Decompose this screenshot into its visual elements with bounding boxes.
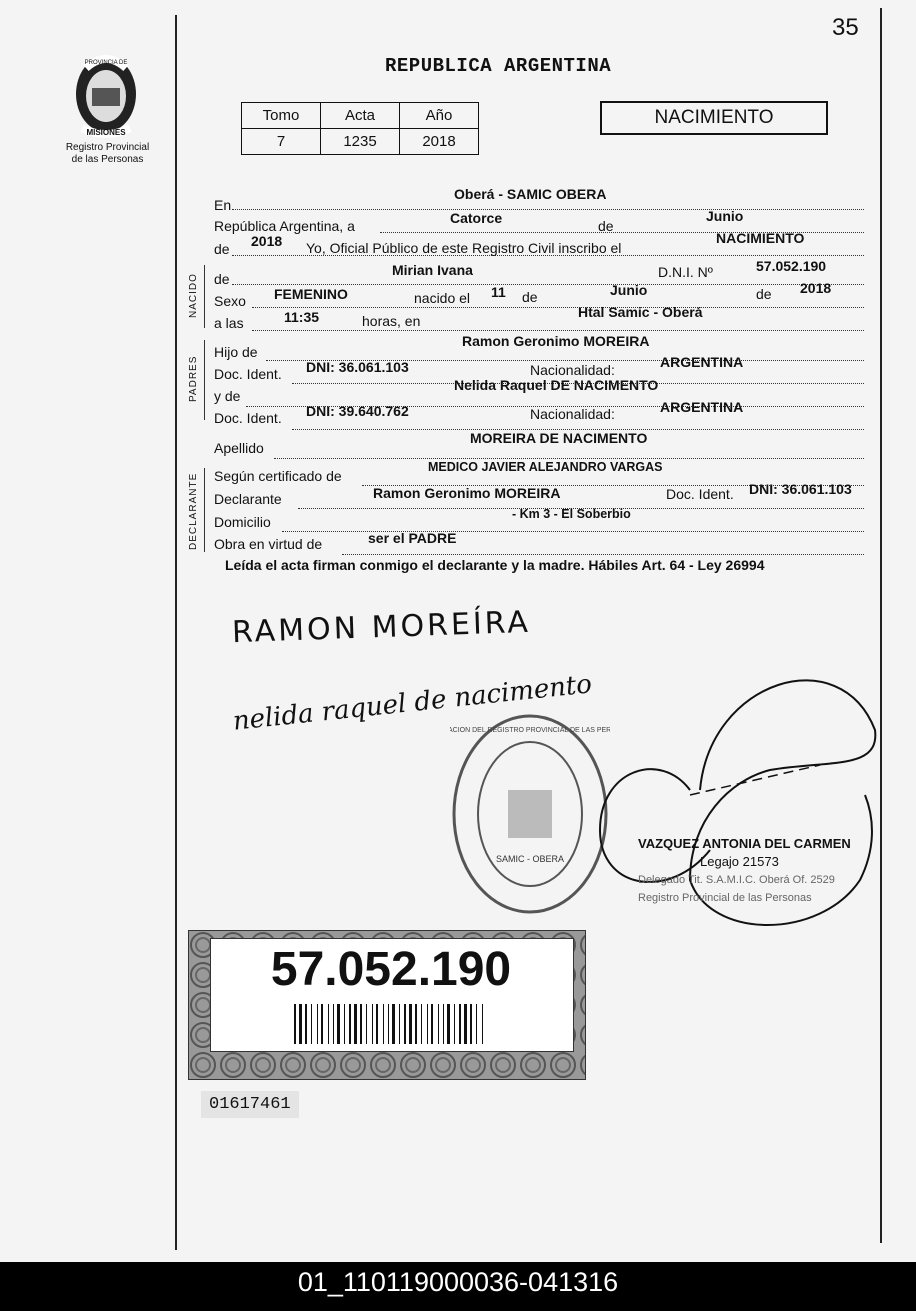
value-dni: 57.052.190 — [756, 258, 827, 274]
barcode-number: 57.052.190 — [270, 943, 512, 996]
line-hora — [252, 329, 864, 331]
stamp-inner-text: SAMIC - OBERA — [495, 854, 565, 864]
control-number: 01617461 — [201, 1091, 299, 1118]
value-hora: 11:35 — [284, 309, 320, 325]
value-anio: 2018 — [400, 129, 479, 155]
value-nac-anio: 2018 — [800, 280, 832, 296]
label-republica: República Argentina, a — [214, 218, 355, 234]
declarante-signature: RAMON MOREÍRA — [231, 604, 532, 651]
delegation-stamp — [450, 712, 610, 917]
section-label-nacido: NACIDO — [188, 273, 199, 318]
line-obra — [342, 553, 864, 555]
label-apellido: Apellido — [214, 440, 264, 456]
official-legajo: Legajo 21573 — [700, 854, 779, 869]
record-table — [241, 102, 479, 155]
value-nac-dia: 11 — [491, 284, 506, 300]
label-madre-nac: Nacionalidad: — [530, 406, 615, 422]
label-sexo: Sexo — [214, 293, 246, 309]
value-nacido-nombre: Mirian Ivana — [392, 262, 473, 278]
label-nacido-de: de — [214, 271, 230, 287]
closing-note: Leída el acta firman conmigo el declarante y la madre. Hábiles Art. 64 - Ley 26994 — [225, 557, 765, 573]
padres-bracket — [204, 340, 205, 420]
official-block — [638, 835, 858, 907]
value-padre-nombre: Ramon Geronimo MOREIRA — [462, 333, 650, 349]
line-en — [232, 208, 864, 210]
record-table-header-row — [242, 103, 479, 129]
declarante-bracket — [204, 468, 205, 552]
line-nacido-de — [232, 283, 864, 285]
value-padre-nac: ARGENTINA — [660, 354, 744, 370]
header-anio: Año — [400, 103, 479, 129]
section-label-declarante: DECLARANTE — [188, 472, 199, 550]
value-anio: 2018 — [251, 233, 283, 249]
document-title: REPUBLICA ARGENTINA — [385, 55, 612, 77]
value-domicilio: - Km 3 - El Soberbio — [512, 507, 631, 521]
line-apellido — [274, 457, 864, 459]
value-dia: Catorce — [450, 210, 503, 226]
label-y-de: y de — [214, 388, 241, 404]
official-registry: Registro Provincial de las Personas — [638, 892, 812, 904]
header-tomo: Tomo — [242, 103, 321, 129]
left-margin-line — [175, 15, 177, 1250]
value-madre-dni: DNI: 39.640.762 — [306, 403, 409, 419]
label-decl-doc: Doc. Ident. — [666, 486, 734, 502]
nacido-bracket — [204, 265, 205, 328]
value-sexo: FEMENINO — [274, 286, 348, 302]
section-label-padres: PADRES — [188, 355, 199, 402]
value-inscribo: NACIMIENTO — [716, 230, 805, 246]
org-line-2: de las Personas — [71, 154, 144, 165]
value-decl-doc: DNI: 36.061.103 — [749, 481, 852, 497]
label-de-mes: de — [598, 218, 614, 234]
value-lugar: Htal Samic - Oberá — [578, 304, 703, 320]
label-en: En — [214, 197, 232, 213]
page-number: 35 — [832, 14, 859, 41]
madre-signature: nelida raquel de nacimento — [231, 669, 594, 737]
value-padre-dni: DNI: 36.061.103 — [306, 359, 409, 375]
barcode-icon — [294, 1004, 490, 1044]
label-hijo-de: Hijo de — [214, 344, 258, 360]
value-acta: 1235 — [321, 129, 400, 155]
label-horas-en: horas, en — [362, 313, 421, 329]
value-nac-mes: Junio — [610, 282, 648, 298]
logo-bottom-text: MISIONES — [86, 128, 126, 137]
right-margin-line — [880, 8, 882, 1243]
org-name — [50, 142, 165, 166]
value-declarante: Ramon Geronimo MOREIRA — [373, 485, 561, 501]
header-acta: Acta — [321, 103, 400, 129]
value-mes: Junio — [706, 208, 744, 224]
label-de-nac-mes: de — [522, 289, 538, 305]
value-segun: MEDICO JAVIER ALEJANDRO VARGAS — [428, 460, 663, 474]
value-apellido: MOREIRA DE NACIMENTO — [470, 430, 648, 446]
footer-id: 01_110119000036-041316 — [0, 1262, 916, 1311]
label-padre-doc: Doc. Ident. — [214, 366, 282, 382]
stamp-outer-text: ACION DEL REGISTRO PROVINCIAL DE LAS PER — [450, 727, 610, 734]
label-declarante: Declarante — [214, 491, 282, 507]
label-a-las: a las — [214, 315, 244, 331]
official-name: VAZQUEZ ANTONIA DEL CARMEN — [638, 836, 851, 851]
record-type-box: NACIMIENTO — [600, 101, 828, 135]
value-obra: ser el PADRE — [368, 530, 457, 546]
value-madre-nombre: Nelida Raquel DE NACIMENTO — [454, 377, 659, 393]
record-table-value-row — [242, 129, 479, 155]
logo-arc-text: PROVINCIA DE — [84, 60, 128, 66]
label-yo-oficial: Yo, Oficial Público de este Registro Civil inscribo el — [306, 240, 622, 256]
label-de-anio: de — [214, 241, 230, 257]
label-obra: Obra en virtud de — [214, 536, 323, 552]
label-nacido-el: nacido el — [414, 290, 471, 306]
value-tomo: 7 — [242, 129, 321, 155]
label-domicilio: Domicilio — [214, 514, 271, 530]
org-line-1: Registro Provincial — [65, 142, 150, 153]
label-segun: Según certificado de — [214, 468, 342, 484]
label-madre-doc: Doc. Ident. — [214, 410, 282, 426]
line-sexo — [252, 306, 864, 308]
label-de-nac-anio: de — [756, 286, 772, 302]
value-en: Oberá - SAMIC OBERA — [454, 186, 607, 202]
label-padre-nac: Nacionalidad: — [530, 362, 615, 378]
misiones-logo — [64, 48, 148, 140]
label-dni: D.N.I. Nº — [658, 264, 713, 280]
official-title: Delegado Tit. S.A.M.I.C. Oberá Of. 2529 — [638, 874, 835, 886]
value-madre-nac: ARGENTINA — [660, 399, 744, 415]
